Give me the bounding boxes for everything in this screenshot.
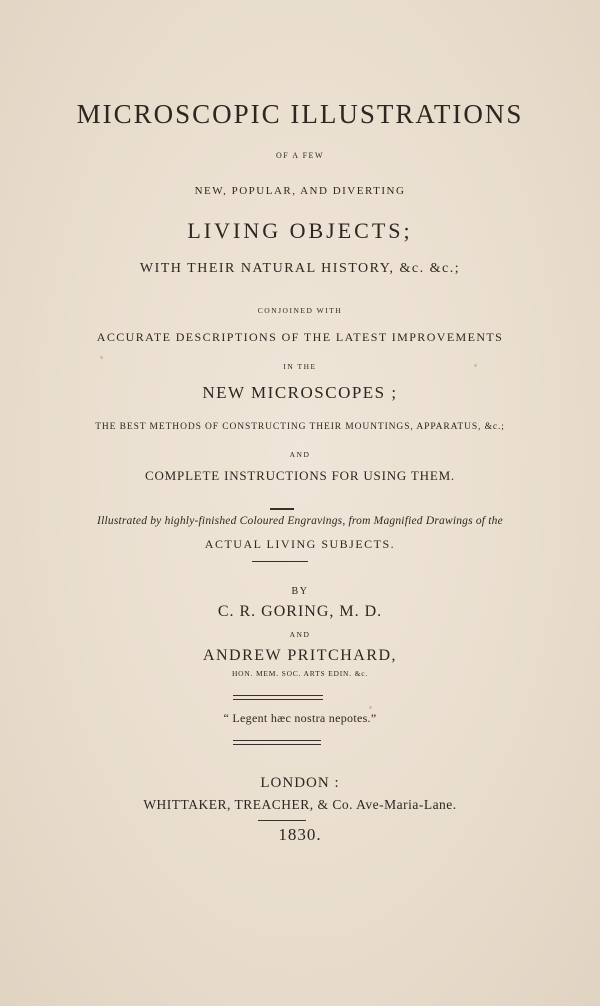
illustration-subjects: ACTUAL LIVING SUBJECTS.	[204, 537, 396, 551]
author-pritchard-title: HON. MEM. SOC. ARTS EDIN. &c.	[231, 669, 369, 678]
subtitle-in-the: IN THE	[283, 362, 317, 371]
subtitle-living-objects: LIVING OBJECTS;	[187, 218, 413, 243]
paper-foxing-spot	[474, 364, 477, 367]
author-goring: C. R. GORING, M. D.	[217, 603, 383, 620]
author-pritchard: ANDREW PRITCHARD,	[202, 647, 398, 664]
authors-and: AND	[289, 630, 311, 639]
imprint-year: 1830.	[278, 825, 322, 844]
subtitle-new-popular: NEW, POPULAR, AND DIVERTING	[194, 185, 406, 197]
double-rule	[233, 740, 321, 745]
divider-rule	[252, 561, 308, 562]
subtitle-of-a-few: OF A FEW	[275, 151, 324, 160]
paper-foxing-spot	[369, 706, 372, 709]
paper-foxing-spot	[100, 356, 103, 359]
imprint-publisher: WHITTAKER, TREACHER, & Co. Ave-Maria-Lane.	[143, 797, 457, 812]
divider-rule	[258, 820, 306, 821]
subtitle-new-microscopes: NEW MICROSCOPES ;	[202, 383, 398, 402]
subtitle-natural-history: WITH THEIR NATURAL HISTORY, &c. &c.;	[139, 261, 461, 276]
by-label: BY	[291, 586, 309, 597]
subtitle-best-methods: THE BEST METHODS OF CONSTRUCTING THEIR MOUNTINGS, APPARATUS, &c.;	[95, 422, 505, 432]
divider-rule	[270, 508, 294, 510]
epigraph-motto: “ Legent hæc nostra nepotes.”	[223, 711, 377, 725]
subtitle-conjoined: CONJOINED WITH	[257, 306, 343, 315]
book-title: MICROSCOPIC ILLUSTRATIONS	[76, 99, 524, 129]
imprint-city: LONDON :	[260, 775, 340, 791]
subtitle-and: AND	[289, 450, 311, 459]
illustration-note: Illustrated by highly-finished Coloured Engravings, from Magnified Drawings of the	[97, 515, 503, 527]
double-rule	[233, 695, 323, 700]
subtitle-accurate-descriptions: ACCURATE DESCRIPTIONS OF THE LATEST IMPROVEMENTS	[96, 330, 504, 344]
subtitle-complete-instructions: COMPLETE INSTRUCTIONS FOR USING THEM.	[145, 468, 455, 483]
